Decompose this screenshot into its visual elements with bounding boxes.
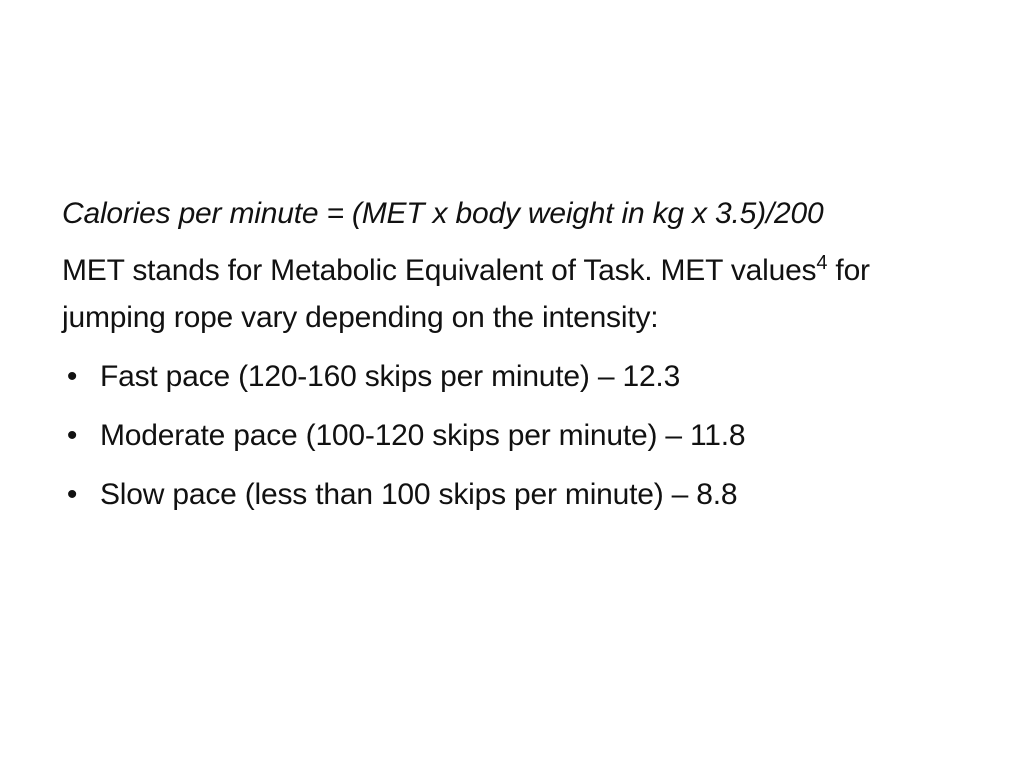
list-item bbox=[62, 412, 962, 459]
calorie-formula: Calories per minute = (MET x body weight in kg x 3.5)/200 bbox=[62, 197, 824, 230]
slide-body bbox=[62, 190, 962, 530]
bullet-icon: • bbox=[66, 360, 78, 393]
met-definition bbox=[62, 247, 962, 341]
met-values-list bbox=[62, 353, 962, 518]
list-item bbox=[62, 353, 962, 400]
list-item-text: Slow pace (less than 100 skips per minute) – 8.8 bbox=[100, 478, 738, 511]
met-definition-text: MET stands for Metabolic Equivalent of Task. MET values bbox=[62, 254, 817, 287]
footnote-marker: 4 bbox=[816, 252, 828, 274]
list-item-text: Moderate pace (100-120 skips per minute) – 11.8 bbox=[100, 419, 746, 452]
bullet-icon: • bbox=[66, 419, 78, 452]
bullet-icon: • bbox=[66, 478, 78, 511]
list-item-text: Fast pace (120-160 skips per minute) – 12.3 bbox=[100, 360, 681, 393]
met-definition-continuation: for jumping rope vary depending on the intensity: bbox=[62, 254, 870, 334]
list-item bbox=[62, 471, 962, 518]
